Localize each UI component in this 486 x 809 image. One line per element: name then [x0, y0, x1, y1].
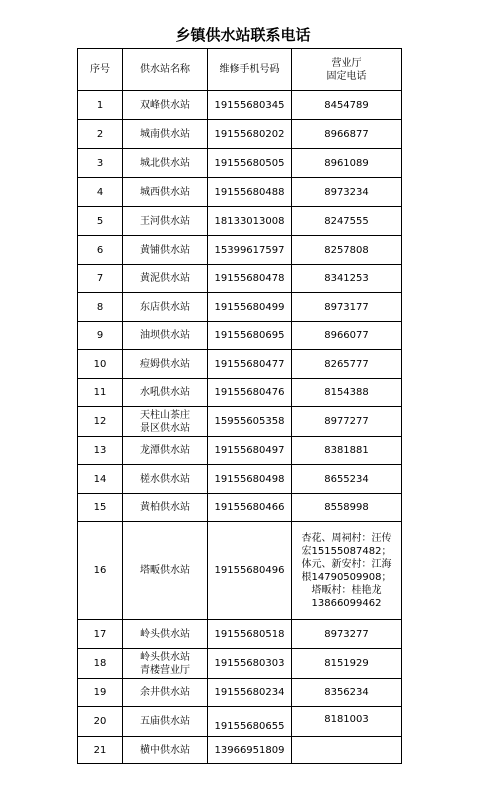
row-station: 王河供水站: [123, 207, 208, 236]
row-station-line2: 青楼营业厅: [140, 664, 190, 676]
row-phone: 8341253: [292, 265, 402, 293]
row-station: 痘姆供水站: [123, 350, 208, 379]
row-station: 油坝供水站: [123, 322, 208, 350]
row-no: 18: [78, 649, 123, 679]
table-row: [78, 293, 402, 322]
row-station: 塔畈供水站: [123, 522, 208, 620]
row-no: 16: [78, 522, 123, 620]
table-row: [78, 265, 402, 293]
row-phone: 8257808: [292, 236, 402, 265]
row-no: 17: [78, 620, 123, 649]
row-mobile: 19155680234: [208, 679, 292, 707]
row-phone: 8655234: [292, 465, 402, 494]
row-phone-line: 宏15155087482；: [301, 545, 392, 557]
row-no: 2: [78, 120, 123, 149]
header-row: [78, 49, 402, 91]
row-station-line2: 景区供水站: [140, 422, 190, 434]
row-no: 5: [78, 207, 123, 236]
row-mobile: 19155680496: [208, 522, 292, 620]
row-phone-line: 13866099462: [311, 597, 382, 609]
row-mobile: 19155680476: [208, 379, 292, 407]
row-no: 21: [78, 737, 123, 764]
table-row: [78, 620, 402, 649]
table-row: [78, 679, 402, 707]
header-no: 序号: [78, 49, 123, 91]
row-station: 城西供水站: [123, 178, 208, 207]
row-phone: 8961089: [292, 149, 402, 178]
row-station: 黄泥供水站: [123, 265, 208, 293]
row-phone: 8356234: [292, 679, 402, 707]
row-no: 8: [78, 293, 123, 322]
row-mobile: 15955605358: [208, 407, 292, 437]
row-phone: 8966077: [292, 322, 402, 350]
row-mobile: 19155680505: [208, 149, 292, 178]
row-mobile: 18133013008: [208, 207, 292, 236]
row-station: 五庙供水站: [123, 707, 208, 737]
header-station: 供水站名称: [123, 49, 208, 91]
row-station: 岭头供水站: [123, 620, 208, 649]
row-station: 水吼供水站: [123, 379, 208, 407]
row-no: 1: [78, 91, 123, 120]
row-phone: 8154388: [292, 379, 402, 407]
row-station: 黄铺供水站: [123, 236, 208, 265]
header-phone-line2: 固定电话: [326, 70, 367, 82]
row-no: 20: [78, 707, 123, 737]
table-row: [78, 437, 402, 465]
table-row: [78, 465, 402, 494]
row-phone: 8247555: [292, 207, 402, 236]
row-no: 11: [78, 379, 123, 407]
row-no: 7: [78, 265, 123, 293]
row-phone-line: 塔畈村：桂艳龙: [311, 584, 382, 596]
row-mobile: 19155680518: [208, 620, 292, 649]
table-row: [78, 494, 402, 522]
row-mobile: 19155680345: [208, 91, 292, 120]
table-row: [78, 91, 402, 120]
row-mobile: 19155680202: [208, 120, 292, 149]
row-phone-line: 根14790509908；: [301, 571, 392, 583]
row-no: 3: [78, 149, 123, 178]
row-station: 城南供水站: [123, 120, 208, 149]
row-station: [123, 407, 208, 437]
row-station: 槎水供水站: [123, 465, 208, 494]
row-station: 城北供水站: [123, 149, 208, 178]
row-mobile: 19155680655: [208, 707, 292, 737]
row-no: 14: [78, 465, 123, 494]
row-phone: 8966877: [292, 120, 402, 149]
page-title: 乡镇供水站联系电话: [175, 26, 311, 44]
row-no: 10: [78, 350, 123, 379]
row-no: 9: [78, 322, 123, 350]
row-phone: 8181003: [292, 707, 402, 737]
table-row: [78, 120, 402, 149]
row-mobile: 19155680488: [208, 178, 292, 207]
row-station: 双峰供水站: [123, 91, 208, 120]
row-phone: [292, 737, 402, 764]
row-station: 横中供水站: [123, 737, 208, 764]
row-mobile: 19155680497: [208, 437, 292, 465]
row-phone: 8151929: [292, 649, 402, 679]
row-mobile: 19155680478: [208, 265, 292, 293]
row-station: 东店供水站: [123, 293, 208, 322]
table-row: [78, 178, 402, 207]
table-row: [78, 207, 402, 236]
header-phone-line1: 营业厅: [331, 57, 362, 69]
row-station: 余井供水站: [123, 679, 208, 707]
row-mobile: 19155680498: [208, 465, 292, 494]
row-station: 黄柏供水站: [123, 494, 208, 522]
row-mobile: 19155680499: [208, 293, 292, 322]
row-no: 15: [78, 494, 123, 522]
table-row: [78, 149, 402, 178]
table-row: [78, 236, 402, 265]
row-station: [123, 649, 208, 679]
row-station: 龙潭供水站: [123, 437, 208, 465]
table-row: [78, 322, 402, 350]
table-row: [78, 707, 402, 737]
header-mobile: 维修手机号码: [208, 49, 292, 91]
row-mobile: 19155680466: [208, 494, 292, 522]
table-row: [78, 737, 402, 764]
row-phone: 8977277: [292, 407, 402, 437]
row-station-line1: 岭头供水站: [140, 651, 190, 663]
table-row: [78, 522, 402, 620]
row-no: 13: [78, 437, 123, 465]
row-phone: 8265777: [292, 350, 402, 379]
contact-table: [77, 48, 402, 764]
table-row: [78, 350, 402, 379]
row-no: 4: [78, 178, 123, 207]
row-phone: 8558998: [292, 494, 402, 522]
row-phone: 8381881: [292, 437, 402, 465]
row-station-line1: 天柱山茶庄: [140, 409, 190, 421]
row-mobile: 19155680477: [208, 350, 292, 379]
row-mobile: 19155680303: [208, 649, 292, 679]
row-mobile: 13966951809: [208, 737, 292, 764]
row-no: 12: [78, 407, 123, 437]
row-phone: [292, 522, 402, 620]
row-phone: 8973277: [292, 620, 402, 649]
row-phone-line: 体元、新安村：江海: [301, 558, 392, 570]
row-mobile: 19155680695: [208, 322, 292, 350]
header-phone: [292, 49, 402, 91]
row-phone: 8973234: [292, 178, 402, 207]
row-phone: 8973177: [292, 293, 402, 322]
table-row: [78, 407, 402, 437]
table-row: [78, 649, 402, 679]
table-row: [78, 379, 402, 407]
row-no: 19: [78, 679, 123, 707]
row-no: 6: [78, 236, 123, 265]
row-phone-line: 杏花、周祠村：汪传: [301, 532, 392, 544]
row-phone: 8454789: [292, 91, 402, 120]
row-mobile: 15399617597: [208, 236, 292, 265]
